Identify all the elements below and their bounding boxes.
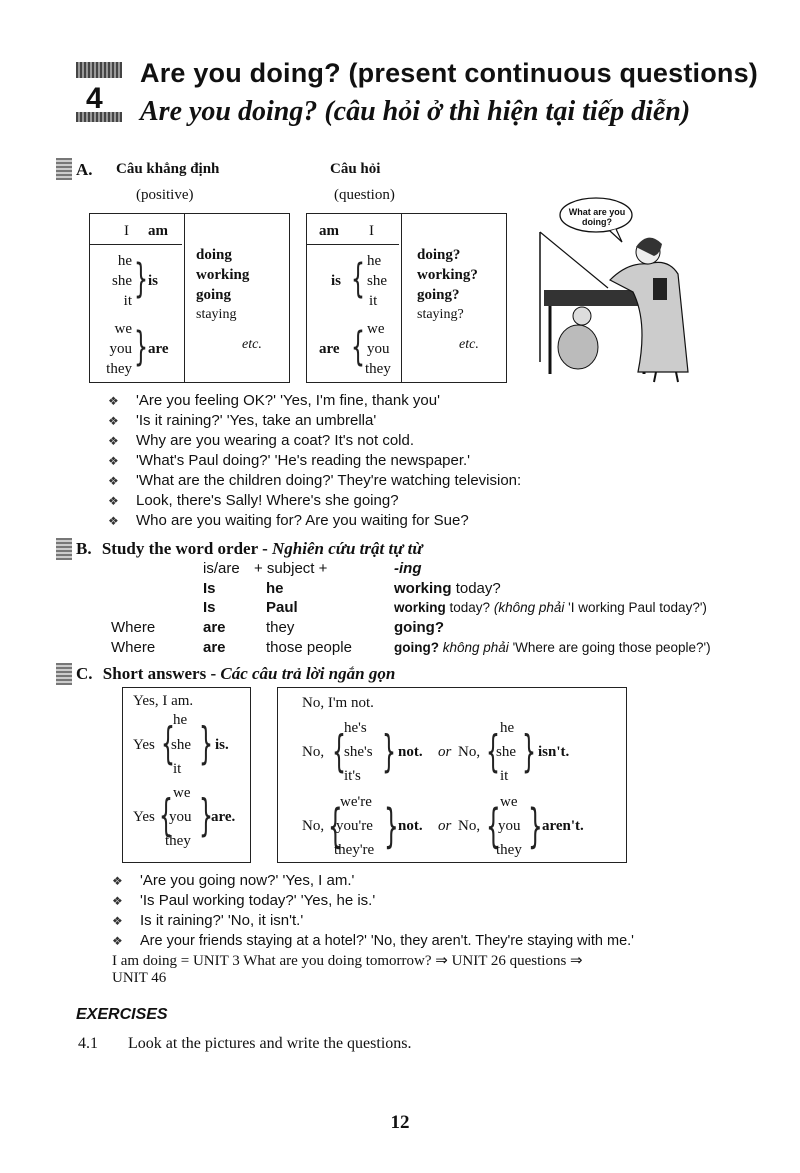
- word-order-cell: those people: [266, 639, 352, 656]
- example-item: [112, 912, 634, 932]
- word-order-head: is/are: [203, 560, 240, 577]
- bullet-icon: ❖: [112, 914, 123, 928]
- no-im-not: No, I'm not.: [302, 695, 374, 711]
- yes-answers-box: [122, 687, 251, 863]
- yes-word: Yes: [133, 809, 155, 825]
- word-order-cell: Where: [111, 639, 156, 656]
- etc-text: etc.: [242, 337, 262, 352]
- word-order-cell: he: [266, 580, 284, 597]
- brace-icon: }: [199, 790, 213, 841]
- unit-number: 4: [86, 82, 103, 115]
- question-title: Câu hỏi: [330, 161, 381, 177]
- verb-are: are.: [211, 809, 236, 825]
- brace-icon: }: [528, 799, 543, 853]
- bullet-icon: ❖: [108, 434, 119, 448]
- word-order-cell: they: [266, 619, 295, 636]
- pronoun-it: it: [369, 293, 378, 309]
- pronoun-were: we're: [340, 794, 372, 810]
- example-item: [108, 432, 521, 452]
- verb-ing: doing?: [417, 247, 461, 263]
- brace-icon: {: [332, 726, 346, 777]
- word-order-head: -ing: [394, 560, 422, 577]
- yes-i-am: Yes, I am.: [133, 693, 194, 709]
- word-order-note: (không phải: [493, 600, 565, 615]
- brace-icon: }: [199, 718, 213, 769]
- verb-ing: going?: [417, 287, 460, 303]
- verb-are: are: [148, 341, 169, 357]
- section-c-examples: [112, 872, 634, 952]
- pronoun-we: we: [367, 321, 385, 337]
- pronoun-you: you: [169, 809, 192, 825]
- word-order-cell: working: [394, 580, 452, 597]
- verb-ing: staying: [196, 307, 237, 322]
- brace-icon: }: [382, 726, 396, 777]
- question-subtitle: (question): [334, 187, 395, 203]
- unit-badge: [76, 62, 122, 124]
- pronoun-i: I: [124, 223, 129, 239]
- brace-icon: {: [159, 790, 173, 841]
- example-text: Is it raining?' 'No, it isn't.': [140, 912, 304, 929]
- no-word: No,: [458, 818, 481, 834]
- bullet-icon: ❖: [108, 474, 119, 488]
- example-item: [108, 512, 521, 532]
- bullet-icon: ❖: [112, 874, 123, 888]
- brace-icon: }: [134, 324, 148, 370]
- verb-ing: staying?: [417, 307, 464, 322]
- not-word: not.: [398, 818, 423, 834]
- section-b-title: Study the word order -: [101, 539, 268, 558]
- no-answers-box: [277, 687, 627, 863]
- no-word: No,: [458, 744, 481, 760]
- section-c-title: Short answers -: [102, 664, 217, 683]
- pronoun-she: she: [112, 273, 132, 289]
- pronoun-i: I: [369, 223, 374, 239]
- brace-icon: {: [161, 718, 175, 769]
- page-title: Are you doing? (present continuous questions): [140, 58, 759, 88]
- pronoun-they: they: [106, 361, 132, 377]
- pronoun-she: she: [367, 273, 387, 289]
- bullet-icon: ❖: [108, 414, 119, 428]
- section-c-title-vi: Các câu trả lời ngắn gọn: [220, 664, 396, 683]
- positive-title: Câu khẳng định: [116, 161, 220, 177]
- no-word: No,: [302, 818, 325, 834]
- bullet-icon: ❖: [112, 934, 123, 948]
- example-text: Are your friends staying at a hotel?' 'No, they aren't. They're staying with me.': [140, 933, 634, 949]
- verb-is: is: [148, 273, 159, 289]
- page-subtitle: Are you doing? (câu hỏi ở thì hiện tại tiếp diễn): [140, 96, 691, 127]
- section-a-marker: [56, 158, 72, 180]
- word-order-cell: working: [394, 600, 446, 615]
- pronoun-he: he: [117, 253, 132, 269]
- example-item: [108, 452, 521, 472]
- example-text: Look, there's Sally! Where's she going?: [136, 492, 399, 509]
- pronoun-it: it: [173, 761, 182, 777]
- section-b-letter: B.: [76, 539, 92, 558]
- cross-reference-cont[interactable]: UNIT 46: [112, 970, 167, 986]
- example-item: [112, 872, 634, 892]
- word-order-cell: are: [203, 639, 226, 656]
- word-order-note: không phải: [442, 640, 509, 655]
- example-text: Who are you waiting for? Are you waiting for Sue?: [136, 512, 469, 529]
- no-word: No,: [302, 744, 325, 760]
- verb-is: is: [331, 273, 342, 289]
- teacher-illustration: [538, 192, 710, 384]
- example-text: 'Is it raining?' 'Yes, take an umbrella': [136, 412, 377, 429]
- example-item: [108, 472, 521, 492]
- brace-icon: {: [351, 324, 365, 370]
- brace-icon: }: [134, 256, 148, 302]
- pronoun-he: he: [367, 253, 382, 269]
- section-b-title-vi: Nghiên cứu trật tự từ: [272, 539, 423, 558]
- verb-ing: working: [196, 267, 250, 283]
- verb-am: am: [319, 223, 339, 239]
- bullet-icon: ❖: [112, 894, 123, 908]
- brace-icon: }: [522, 726, 536, 777]
- example-text: 'Are you going now?' 'Yes, I am.': [140, 872, 355, 889]
- word-order-cell: Paul: [266, 599, 298, 616]
- verb-am: am: [148, 223, 168, 239]
- section-c-letter: C.: [76, 664, 93, 683]
- pronoun-it: it: [500, 768, 509, 784]
- not-word: not.: [398, 744, 423, 760]
- example-text: Why are you wearing a coat? It's not cold.: [136, 432, 415, 449]
- word-order-cell: going?: [394, 619, 444, 636]
- brace-icon: {: [486, 726, 500, 777]
- section-a-letter: A.: [76, 160, 93, 179]
- isnt-word: isn't.: [538, 744, 570, 760]
- pronoun-she: she: [496, 744, 516, 760]
- pronoun-they: they: [165, 833, 191, 849]
- section-b-marker: [56, 538, 72, 560]
- section-c-heading: [76, 664, 395, 684]
- pronoun-theyre: they're: [334, 842, 375, 858]
- pronoun-we: we: [500, 794, 518, 810]
- example-item: [112, 892, 634, 912]
- pronoun-hes: he's: [344, 720, 367, 736]
- pronoun-youre: you're: [336, 818, 373, 834]
- example-item: [112, 932, 634, 952]
- section-a-examples: [108, 392, 521, 532]
- brace-icon: {: [486, 799, 501, 853]
- word-order-cell: today?: [455, 580, 501, 597]
- word-order-cell: Where: [111, 619, 156, 636]
- word-order-note: 'Where are going those people?'): [512, 640, 711, 655]
- verb-are: are: [319, 341, 340, 357]
- speech-bubble-text: What are you doing?: [568, 207, 626, 227]
- or-word: or: [438, 744, 452, 760]
- pronoun-they: they: [496, 842, 522, 858]
- pronoun-it: it: [123, 293, 132, 309]
- pronoun-she: she: [171, 737, 191, 753]
- section-c-marker: [56, 663, 72, 685]
- verb-ing: doing: [196, 247, 232, 263]
- word-order-cell: Is: [203, 599, 216, 616]
- example-text: 'What are the children doing?' They're watching television:: [136, 472, 522, 489]
- example-text: 'Is Paul working today?' 'Yes, he is.': [140, 892, 376, 909]
- pronoun-shes: she's: [344, 744, 373, 760]
- bullet-icon: ❖: [108, 454, 119, 468]
- or-word: or: [438, 818, 452, 834]
- bullet-icon: ❖: [108, 494, 119, 508]
- word-order-head: + subject +: [254, 560, 328, 577]
- word-order-note: 'I working Paul today?'): [568, 600, 707, 615]
- question-table: [306, 213, 507, 383]
- pronoun-you: you: [498, 818, 521, 834]
- brace-icon: {: [328, 799, 343, 853]
- verb-ing: going: [196, 287, 232, 303]
- pronoun-its: it's: [344, 768, 361, 784]
- pronoun-they: they: [365, 361, 391, 377]
- positive-subtitle: (positive): [136, 187, 194, 203]
- example-item: [108, 412, 521, 432]
- verb-ing: working?: [417, 267, 478, 283]
- word-order-cell: today?: [449, 600, 491, 615]
- pronoun-we: we: [114, 321, 132, 337]
- pronoun-he: he: [500, 720, 515, 736]
- exercise-number: 4.1: [78, 1035, 98, 1052]
- exercise-instruction: Look at the pictures and write the questions.: [128, 1035, 412, 1052]
- brace-icon: }: [384, 799, 399, 853]
- bullet-icon: ❖: [108, 394, 119, 408]
- page-number: 12: [390, 1112, 410, 1133]
- brace-icon: {: [351, 256, 365, 302]
- positive-table: [89, 213, 290, 383]
- example-item: [108, 392, 521, 412]
- exercises-title: EXERCISES: [76, 1006, 168, 1023]
- word-order-cell: are: [203, 619, 226, 636]
- bullet-icon: ❖: [108, 514, 119, 528]
- verb-is: is.: [215, 737, 229, 753]
- pronoun-we: we: [173, 785, 191, 801]
- example-text: 'Are you feeling OK?' 'Yes, I'm fine, thank you': [136, 392, 440, 409]
- example-item: [108, 492, 521, 512]
- word-order-cell: going?: [394, 640, 439, 655]
- word-order-cell: Is: [203, 580, 216, 597]
- example-text: 'What's Paul doing?' 'He's reading the newspaper.': [136, 452, 471, 469]
- pronoun-he: he: [173, 712, 188, 728]
- yes-word: Yes: [133, 737, 155, 753]
- cross-reference[interactable]: I am doing = UNIT 3 What are you doing tomorrow? ⇒ UNIT 26 questions ⇒: [112, 953, 583, 969]
- etc-text: etc.: [459, 337, 479, 352]
- arent-word: aren't.: [542, 818, 584, 834]
- pronoun-you: you: [367, 341, 390, 357]
- section-b-heading: [76, 539, 423, 559]
- pronoun-you: you: [109, 341, 132, 357]
